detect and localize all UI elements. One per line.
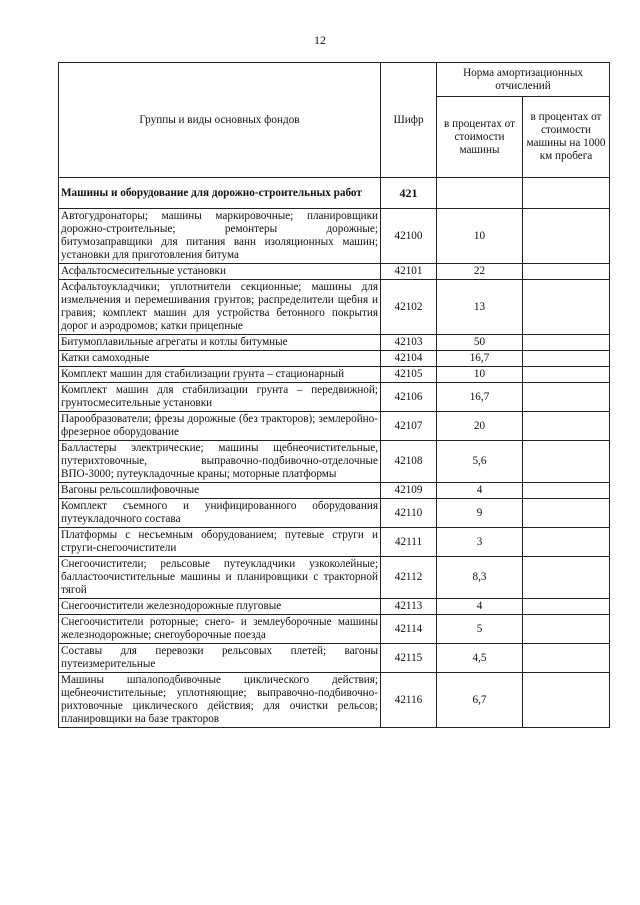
row-pct: 4: [437, 599, 523, 615]
row-name: Парообразователи; фрезы дорожные (без тракторов); землеройно-фрезерное оборудование: [59, 412, 381, 441]
row-pct: 5: [437, 615, 523, 644]
row-code: 42114: [381, 615, 437, 644]
row-per-km: [523, 335, 610, 351]
row-code: 42106: [381, 383, 437, 412]
table-row: [59, 264, 610, 280]
row-pct: 3: [437, 528, 523, 557]
row-pct: 50: [437, 335, 523, 351]
row-per-km: [523, 483, 610, 499]
row-name: Битумоплавильные агрегаты и котлы битумные: [59, 335, 381, 351]
group-name: Машины и оборудование для дорожно-строительных работ: [59, 178, 381, 209]
row-code: 42102: [381, 280, 437, 335]
table-row: [59, 383, 610, 412]
table-row: [59, 209, 610, 264]
row-pct: 5,6: [437, 441, 523, 483]
row-per-km: [523, 673, 610, 728]
row-name: Комплект съемного и унифицированного оборудования путеукладочного состава: [59, 499, 381, 528]
row-pct: 8,3: [437, 557, 523, 599]
row-name: Комплект машин для стабилизации грунта – стационарный: [59, 367, 381, 383]
row-pct: 10: [437, 209, 523, 264]
row-pct: 16,7: [437, 383, 523, 412]
table-row: [59, 528, 610, 557]
table-row: [59, 615, 610, 644]
row-code: 42116: [381, 673, 437, 728]
row-pct: 13: [437, 280, 523, 335]
row-per-km: [523, 264, 610, 280]
row-per-km: [523, 209, 610, 264]
row-pct: 16,7: [437, 351, 523, 367]
table-row: [59, 280, 610, 335]
row-per-km: [523, 441, 610, 483]
header-norm: Норма амортизационных отчислений: [437, 63, 610, 97]
group-per-km: [523, 178, 610, 209]
table-row: [59, 499, 610, 528]
row-code: 42108: [381, 441, 437, 483]
row-pct: 20: [437, 412, 523, 441]
group-pct: [437, 178, 523, 209]
row-name: Машины шпалоподбивочные циклического действия; щебнеочистительные; уплотняющие; выправочно-подбивочно-рихтовочные циклического действия; для очистки рельсов; планировщики на базе тракторов: [59, 673, 381, 728]
group-row: [59, 178, 610, 209]
row-per-km: [523, 599, 610, 615]
row-pct: 10: [437, 367, 523, 383]
table-row: [59, 557, 610, 599]
row-code: 42113: [381, 599, 437, 615]
table-row: [59, 351, 610, 367]
row-per-km: [523, 528, 610, 557]
row-name: Платформы с несъемным оборудованием; путевые струги и струги-снегоочистители: [59, 528, 381, 557]
row-code: 42100: [381, 209, 437, 264]
row-code: 42105: [381, 367, 437, 383]
table-row: [59, 335, 610, 351]
row-per-km: [523, 412, 610, 441]
row-name: Асфальтосмесительные установки: [59, 264, 381, 280]
row-code: 42101: [381, 264, 437, 280]
row-name: Асфальтоукладчики; уплотнители секционные; машины для измельчения и перемешивания грунтов; распределители щебня и гравия; комплект машин для устройства бетонного покрытия дорог и аэродромов; катки прицепные: [59, 280, 381, 335]
row-code: 42111: [381, 528, 437, 557]
row-pct: 4: [437, 483, 523, 499]
table-row: [59, 673, 610, 728]
row-per-km: [523, 280, 610, 335]
header-per-km: в процентах от стоимости машины на 1000 км пробега: [523, 97, 610, 178]
row-code: 42110: [381, 499, 437, 528]
row-name: Комплект машин для стабилизации грунта – передвижной; грунтосмесительные установки: [59, 383, 381, 412]
page-number: 12: [314, 33, 326, 47]
row-per-km: [523, 383, 610, 412]
row-name: Автогудронаторы; машины маркировочные; планировщики дорожно-строительные; ремонтеры дорожные; битумозаправщики для питания ванн изоляционных машин; установки для приготовления битума: [59, 209, 381, 264]
row-code: 42112: [381, 557, 437, 599]
row-name: Катки самоходные: [59, 351, 381, 367]
row-per-km: [523, 557, 610, 599]
row-name: Снегоочистители роторные; снего- и землеуборочные машины железнодорожные; снегоуборочные поезда: [59, 615, 381, 644]
row-code: 42103: [381, 335, 437, 351]
row-pct: 22: [437, 264, 523, 280]
row-per-km: [523, 644, 610, 673]
table-row: [59, 644, 610, 673]
row-name: Снегоочистители; рельсовые путеукладчики узкоколейные; балластоочистительные машины и планировщики с тракторной тягой: [59, 557, 381, 599]
row-pct: 6,7: [437, 673, 523, 728]
row-name: Вагоны рельсошлифовочные: [59, 483, 381, 499]
row-code: 42104: [381, 351, 437, 367]
row-name: Составы для перевозки рельсовых плетей; вагоны путеизмерительные: [59, 644, 381, 673]
row-per-km: [523, 351, 610, 367]
table-row: [59, 483, 610, 499]
row-per-km: [523, 367, 610, 383]
row-code: 42107: [381, 412, 437, 441]
header-pct: в процентах от стоимости машины: [437, 97, 523, 178]
amortization-table: [58, 62, 610, 728]
row-code: 42115: [381, 644, 437, 673]
row-code: 42109: [381, 483, 437, 499]
table-row: [59, 367, 610, 383]
table-row: [59, 441, 610, 483]
row-pct: 4,5: [437, 644, 523, 673]
table-row: [59, 412, 610, 441]
row-name: Снегоочистители железнодорожные плуговые: [59, 599, 381, 615]
row-per-km: [523, 615, 610, 644]
row-pct: 9: [437, 499, 523, 528]
header-code: Шифр: [381, 63, 437, 178]
row-name: Балластеры электрические; машины щебнеочистительные, путерихтовочные, выправочно-подбивочно-отделочные ВПО-3000; путеукладочные краны; моторные платформы: [59, 441, 381, 483]
row-per-km: [523, 499, 610, 528]
table-row: [59, 599, 610, 615]
header-name: Группы и виды основных фондов: [59, 63, 381, 178]
group-code: 421: [381, 178, 437, 209]
